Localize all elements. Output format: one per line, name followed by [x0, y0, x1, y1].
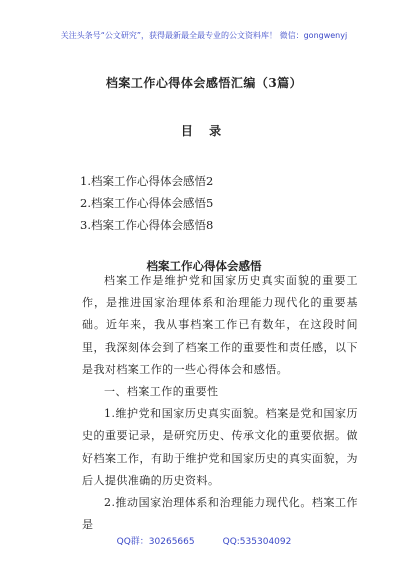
body-paragraph: 1.维护党和国家历史真实面貌。档案是党和国家历史的重要记录，是研究历史、传承文化的重要依据。做好档案工作，有助于维护党和国家历史的真实面貌，为后人提供准确的历史资料。	[82, 407, 358, 487]
subheading: 一、档案工作的重要性	[104, 385, 219, 399]
document-title: 档案工作心得体会感悟汇编（3篇）	[105, 76, 303, 90]
toc-heading: 目 录	[180, 124, 228, 138]
qq-text: QQ:535304092	[222, 537, 292, 547]
section-title: 档案工作心得体会感悟	[146, 259, 262, 273]
body-paragraph: 档案工作是维护党和国家历史真实面貌的重要工作，是推进国家治理体系和治理能力现代化的重要基础。近年来，我从事档案工作已有数年，在这段时间里，我深刻体会到了档案工作的重要性和责任感，以下是我对档案工作的一些心得体会和感悟。	[82, 274, 358, 376]
header-notice: 关注头条号“公文研究”，获得最新最全最专业的公文资料库！ 微信：gongwenyj	[60, 31, 348, 40]
qq-group-text: QQ群：30265665	[116, 537, 195, 547]
toc-item[interactable]: 1.档案工作心得体会感悟2	[80, 174, 214, 188]
table-of-contents	[80, 170, 340, 236]
body-paragraph: 2.推动国家治理体系和治理能力现代化。档案工作是	[82, 496, 358, 532]
body-text	[82, 270, 358, 536]
footer-contact	[0, 534, 408, 547]
toc-item[interactable]: 2.档案工作心得体会感悟5	[80, 196, 214, 210]
toc-item[interactable]: 3.档案工作心得体会感悟8	[80, 218, 214, 232]
